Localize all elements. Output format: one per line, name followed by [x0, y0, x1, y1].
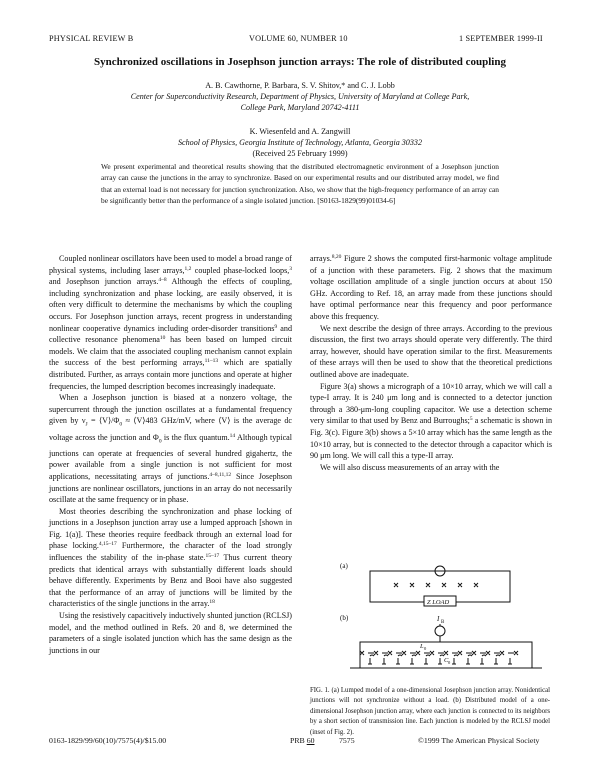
inductance-label: L: [420, 643, 424, 650]
paragraph: We next describe the design of three arrays. According to the previous discussion, the first two arrays should operate very differently. The third array, however, should have operation similar to the first. Measurements of these arrays will then be used to show that the theoretical predictions outlined above are inadequate.: [310, 323, 552, 379]
article-code: 0163-1829/99/60(10)/7575(4)/$15.00: [49, 736, 167, 745]
junction-chain-a: [394, 583, 478, 587]
figure-1-caption: FIG. 1. (a) Lumped model of a one-dimensional Josephson junction array. Nonidentical junctions will not synchronize without a load. (b) Distributed model of a one-dimensional Josephson junction array, where each junction is connected to its neighbors by a short section of transmission line. Each junction is modeled by the RCLSJ model (inset of Fig. 2).: [310, 687, 550, 736]
bias-label: I: [437, 615, 440, 623]
figure-label-a: (a): [340, 562, 348, 570]
paragraph: We will also discuss measurements of an array with the: [320, 462, 500, 472]
figure-label-b: (b): [340, 614, 349, 622]
page-number: 7575: [339, 736, 355, 745]
authors-group-1: A. B. Cawthorne, P. Barbara, S. V. Shitov,* and C. J. Lobb: [205, 81, 395, 90]
capacitance-sub: 0: [448, 660, 451, 665]
affiliation-1a: Center for Superconductivity Research, Department of Physics, University of Maryland at College Park,: [130, 92, 470, 101]
inductance-sub: 0: [424, 646, 427, 651]
transmission-line-b: [360, 651, 518, 664]
right-column: [310, 253, 552, 473]
volume-number: VOLUME 60, NUMBER 10: [249, 34, 348, 43]
load-label: Z LOAD: [427, 599, 450, 606]
issue-date: 1 SEPTEMBER 1999-II: [459, 34, 543, 43]
capacitance-label: C: [444, 657, 449, 664]
authors-group-2: K. Wiesenfeld and A. Zangwill: [249, 127, 351, 136]
received-date: (Received 25 February 1999): [252, 149, 348, 158]
affiliation-1b: College Park, Maryland 20742-4111: [240, 103, 360, 112]
figure-1-circuit: [310, 558, 550, 683]
journal-name: PHYSICAL REVIEW B: [49, 34, 134, 43]
left-column: [49, 253, 292, 656]
abstract: We present experimental and theoretical results showing that the distributed electromagnetic environment of a Josephson junction array can cause the junctions in the array to synchronize. Based on our experimental results and our distributed array model, we find that an external load is not necessary for junction synchronization. Also, we show that the high-frequency performance of an array can be significantly better than the performance of a single isolated junction. [S0163-1829(99)01034-6]: [101, 162, 499, 206]
paragraph: Most theories describing the synchronization and phase locking of junctions in a Josephson junction array use a lumped approach [shown in Fig. 1(a)]. These theories require feedback through an external load for phase locking.$^{4,15-17}$ Furthermore, the character of the load strongly influences the stability of the in-phase state.$^{15-17}$ Thus current theory predicts that identical arrays with substantially different loads should behave differently. Experiments by Benz and Booi have also suggested that the performance of an array of junctions will be limited by the characteristics of the single junctions in the array.$^{18}$: [49, 506, 292, 609]
paragraph: Figure 3(a) shows a micrograph of a 10×10 array, which we will call a type-I array. It is 240 μm long and is connected to a detector junction through a 380-μm-long coupling capacitor. We use a detection scheme very similar to that used by Benz and Burroughs;$^5$ a schematic is shown in Fig. 3(c). Figure 3(b) shows a 5×10 array which has the same length as the 10×10 array, but is connected to the detector through a capacitor which is 90 μm long. We will call this a type-II array.: [310, 381, 552, 461]
paragraph: Coupled nonlinear oscillators have been used to model a broad range of physical systems, including laser arrays,$^{1,2}$ coupled phase-locked loops,$^3$ and Josephson junction arrays.$^{4-8}$ Although the effects of coupling, including synchronization and phase locking, are easily observed, it is often very difficult to determine the mechanisms by which the coupling occurs. For Josephson junction arrays, recent progress in understanding nonlinear cooperative dynamics including order-disorder transitions$^9$ and collective resonance phenomena$^{10}$ has been based on lumped circuit models. We claim that the associated coupling mechanism cannot explain the success of the best performing arrays,$^{11-13}$ which are spatially distributed. Further, as arrays contain more junctions and operate at higher frequencies, the lumped description becomes increasingly inadequate.: [49, 254, 293, 391]
journal-volume: PRB 60: [290, 736, 315, 745]
paragraph: Using the resistively capacitively inductively shunted junction (RCLSJ) model, and the method outlined in Refs. 20 and 8, we determined the parameters of a single isolated junction which has the same design as the junctions in our: [49, 611, 292, 655]
paragraph: arrays.$^{8,20}$ Figure 2 shows the computed first-harmonic voltage amplitude of a junction with these parameters. Fig. 2 shows that the maximum voltage oscillation amplitude of a single junction occurs at about 150 GHz. According to Ref. 18, an array made from these junctions should have optimal performance near this frequency and poor performance above this frequency.: [310, 254, 552, 321]
paper-title: Synchronized oscillations in Josephson junction arrays: The role of distributed coupling: [94, 56, 506, 68]
affiliation-2: School of Physics, Georgia Institute of Technology, Atlanta, Georgia 30332: [178, 138, 422, 147]
bias-sub: B: [441, 620, 445, 625]
paragraph: When a Josephson junction is biased at a nonzero voltage, the supercurrent through the junction oscillates at a fundamental frequency given by $\nu_J$ = $⟨V⟩/\Phi_0$ ≈ ⟨V⟩483 GHz/mV, where ⟨V⟩ is the average dc voltage across the junction and $\Phi_0$ is the flux quantum.$^{14}$ Although typical junctions can operate at frequencies of several hundred gigahertz, the power available from a single junction is not sufficient for most applications, necessitating arrays of junctions.$^{4-8,11,12}$ Since Josephson junctions are nonlinear oscillators, junctions in an array do not necessarily oscillate at the same frequency or in phase.: [49, 393, 293, 505]
copyright: ©1999 The American Physical Society: [418, 736, 540, 745]
